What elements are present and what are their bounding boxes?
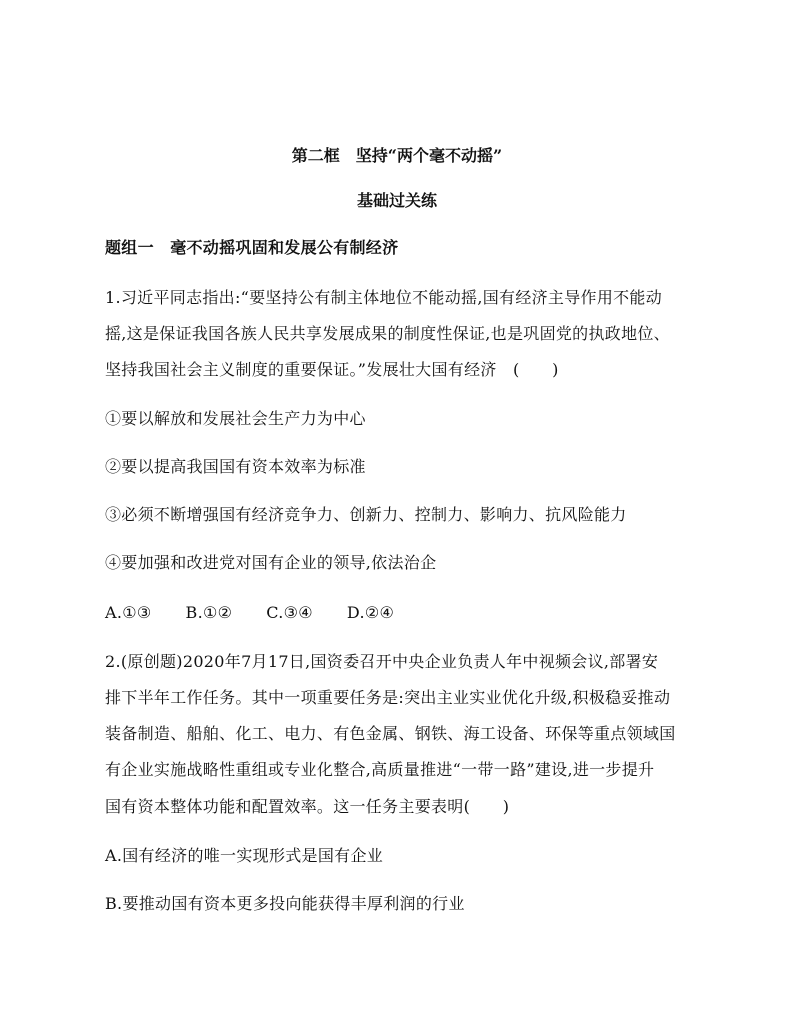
q1-choice-a: A.①③ [105, 603, 152, 622]
q2-stem-line-3: 装备制造、船舶、化工、电力、有色金属、钢铁、海工设备、环保等重点领域国 [105, 724, 676, 743]
q2-stem-line-2: 排下半年工作任务。其中一项重要任务是:突出主业实业优化升级,积极稳妥推动 [105, 688, 671, 707]
q1-stem-line-2: 摇,这是保证我国各族人民共享发展成果的制度性保证,也是巩固党的执政地位、 [105, 324, 670, 343]
q1-choices [105, 603, 394, 623]
q2-stem-line-1: 2.(原创题)2020年7月17日,国资委召开中央企业负责人年中视频会议,部署安 [105, 652, 659, 671]
q2-option-b: B.要推动国有资本更多投向能获得丰厚利润的行业 [105, 894, 465, 913]
q2-stem-line-4: 有企业实施战略性重组或专业化整合,高质量推进“一带一路”建设,进一步提升 [105, 760, 655, 779]
q1-statement-3: ③必须不断增强国有经济竞争力、创新力、控制力、影响力、抗风险能力 [105, 505, 627, 524]
q2-stem-line-5: 国有资本整体功能和配置效率。这一任务主要表明( ) [105, 797, 510, 816]
q1-statement-4: ④要加强和改进党对国有企业的领导,依法治企 [105, 553, 437, 572]
q2-option-a: A.国有经济的唯一实现形式是国有企业 [105, 846, 384, 865]
group-title: 题组一 毫不动摇巩固和发展公有制经济 [105, 238, 399, 257]
q1-choice-c: C.③④ [266, 603, 313, 622]
q1-choice-d: D.②④ [346, 603, 395, 622]
q1-statement-2: ②要以提高我国国有资本效率为标准 [105, 457, 366, 476]
q1-stem-line-3: 坚持我国社会主义制度的重要保证。”发展壮大国有经济 ( ) [105, 360, 559, 379]
section-subtitle: 基础过关练 [356, 191, 437, 210]
q1-choice-b: B.①② [185, 603, 233, 622]
q1-stem-line-1: 1.习近平同志指出:“要坚持公有制主体地位不能动摇,国有经济主导作用不能动 [105, 288, 663, 307]
section-title: 第二框 坚持“两个毫不动摇” [291, 146, 503, 165]
q1-statement-1: ①要以解放和发展社会生产力为中心 [105, 409, 366, 428]
